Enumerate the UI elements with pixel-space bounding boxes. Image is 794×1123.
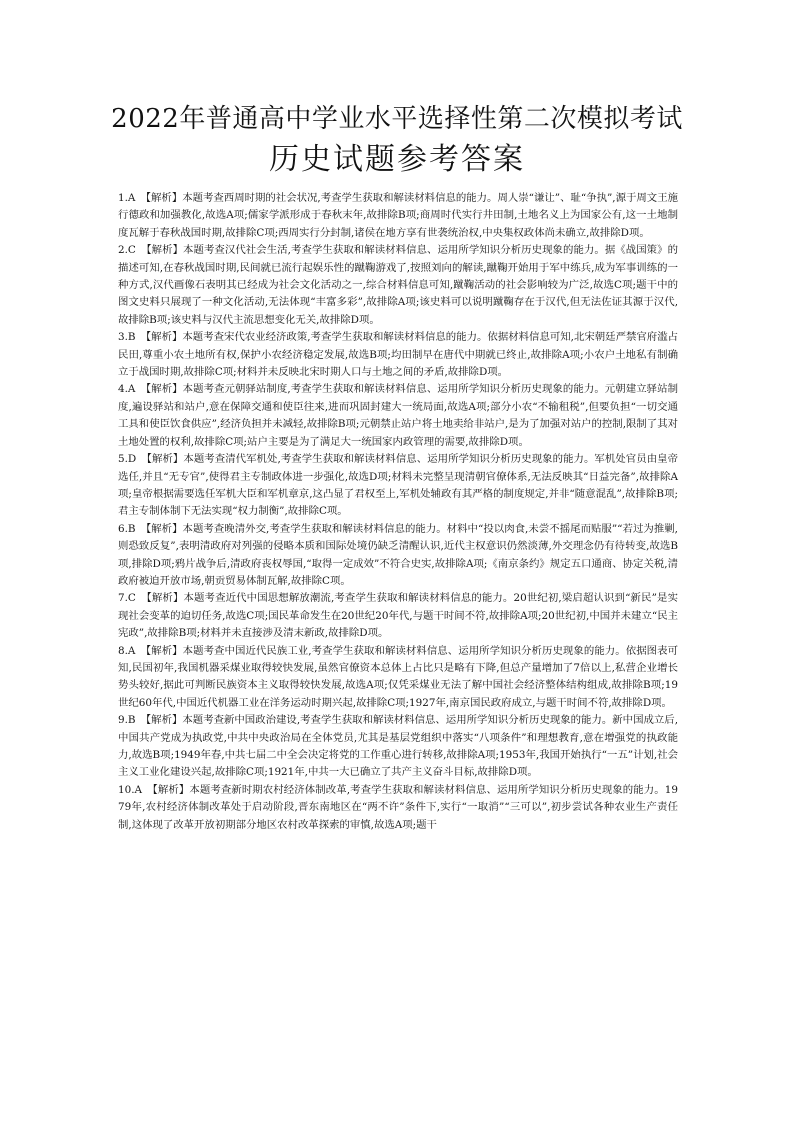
exam-title: 2022年普通高中学业水平选择性第二次模拟考试 [111, 104, 683, 134]
answer-item-8: 8.A 【解析】本题考查中国近代民族工业,考查学生获取和解读材料信息、运用所学知识分析历史现象的能力。依据图表可知,民国初年,我国机器采煤业取得较快发展,虽然官僚资本总体上占比只是略有下降,但总产量增加了7倍以上,私营企业增长势头较好,据此可判断民族资本主义取得较快发展,故选A项;仅凭采煤业无法了解中国社会经济整体结构组成,故排除B项;19世纪60年代,中国近代机器工业在洋务运动时期兴起,故排除C项;1927年,南京国民政府成立,与题干时间不符,故排除D项。 [118, 644, 678, 709]
answer-item-4: 4.A 【解析】本题考查元朝驿站制度,考查学生获取和解读材料信息、运用所学知识分析历史现象的能力。元朝建立驿站制度,遍设驿站和站户,意在保障交通和使臣往来,进而巩固封建大一统局面,故选A项;部分小农“不输租税”,但要负担“一切交通工具和使臣饮食供应”,经济负担并未减轻,故排除B项;元朝禁止站户将土地卖给非站户,是为了加强对站户的控制,限制了其对土地处置的权利,故排除C项;站户主要是为了满足大一统国家内政管理的需要,故排除D项。 [118, 383, 678, 448]
answer-item-7: 7.C 【解析】本题考查近代中国思想解放潮流,考查学生获取和解读材料信息的能力。20世纪初,梁启超认识到“新民”是实现社会变革的迫切任务,故选C项;国民革命发生在20世纪20年代,与题干时间不符,故排除A项;20世纪初,中国并未建立“民主宪政”,故排除B项;材料并未直接涉及清末新政,故排除D项。 [118, 592, 678, 640]
answer-item-9: 9.B 【解析】本题考查新中国政治建设,考查学生获取和解读材料信息、运用所学知识分析历史现象的能力。新中国成立后,中国共产党成为执政党,中共中央政治局在全体党员,尤其是基层党组织中落实“八项条件”和理想教育,意在增强党的执政能力,故选B项;1949年春,中共七届二中全会决定将党的工作重心进行转移,故排除A项;1953年,我国开始执行“一五”计划,社会主义工业化建设兴起,故排除C项;1921年,中共一大已确立了共产主义奋斗目标,故排除D项。 [118, 714, 678, 779]
answer-item-5: 5.D 【解析】本题考查清代军机处,考查学生获取和解读材料信息、运用所学知识分析历史现象的能力。军机处官员由皇帝选任,并且“无专官”,使得君主专制政体进一步强化,故选D项;材料未完整呈现清朝官僚体系,无法反映其“日益完备”,故排除A项;皇帝根据需要选任军机大臣和军机章京,这凸显了君权至上,军机处辅政有其严格的制度规定,并非“随意混乱”,故排除B项;君主专制体制下无法实现“权力制衡”,故排除C项。 [118, 453, 678, 518]
answer-item-3: 3.B 【解析】本题考查宋代农业经济政策,考查学生获取和解读材料信息的能力。依据材料信息可知,北宋朝廷严禁官府滥占民田,尊重小农土地所有权,保护小农经济稳定发展,故选B项;均田制早在唐代中期就已终止,故排除A项;小农户土地私有制确立于战国时期,故排除C项;材料并未反映北宋时期人口与土地之间的矛盾,故排除D项。 [118, 331, 678, 379]
answer-item-6: 6.B 【解析】本题考查晚清外交,考查学生获取和解读材料信息的能力。材料中“投以肉食,未尝不摇尾而贴服”“若过为推剿,则恐致反复”,表明清政府对列强的侵略本质和国际处境仍缺乏清醒认识,近代主权意识仍然淡薄,外交理念仍有待转变,故选B项,排除D项;鸦片战争后,清政府丧权辱国,“取得一定成效”不符合史实,故排除A项;《南京条约》规定五口通商、协定关税,清政府被迫开放市场,朝贡贸易体制瓦解,故排除C项。 [118, 522, 678, 587]
answer-list [118, 190, 678, 834]
answer-item-2: 2.C 【解析】本题考查汉代社会生活,考查学生获取和解读材料信息、运用所学知识分析历史现象的能力。据《战国策》的描述可知,在春秋战国时期,民间就已流行起娱乐性的蹴鞠游戏了,按照刘向的解读,蹴鞠开始用于军中练兵,成为军事训练的一种方式,汉代画像石表明其已经成为社会文化活动之一,综合材料信息可知,蹴鞠活动的社会影响较为广泛,故选C项;题干中的图文史料只展现了一种文化活动,无法体现“丰富多彩”,故排除A项;该史料可以说明蹴鞠存在于汉代,但无法佐证其源于汉代,故排除B项;该史料与汉代主流思想变化无关,故排除D项。 [118, 244, 678, 326]
answer-item-10: 10.A 【解析】本题考查新时期农村经济体制改革,考查学生获取和解读材料信息、运用所学知识分析历史现象的能力。1979年,农村经济体制改革处于启动阶段,晋东南地区在“两不许”条件下,实行“一取消”“三可以”,初步尝试各种农业生产责任制,这体现了改革开放初期部分地区农村改革探索的审慎,故选A项;题干 [118, 783, 678, 831]
answer-key-title: 历史试题参考答案 [269, 142, 525, 177]
answer-item-1: 1.A 【解析】本题考查西周时期的社会状况,考查学生获取和解读材料信息的能力。周人崇“谦让”、耻“争执”,源于周文王施行德政和加强教化,故选A项;儒家学派形成于春秋末年,故排除B项;商周时代实行井田制,土地名义上为国家公有,这一土地制度瓦解于春秋战国时期,故排除C项;西周实行分封制,诸侯在地方享有世袭统治权,中央集权政体尚未确立,故排除D项。 [118, 192, 678, 239]
